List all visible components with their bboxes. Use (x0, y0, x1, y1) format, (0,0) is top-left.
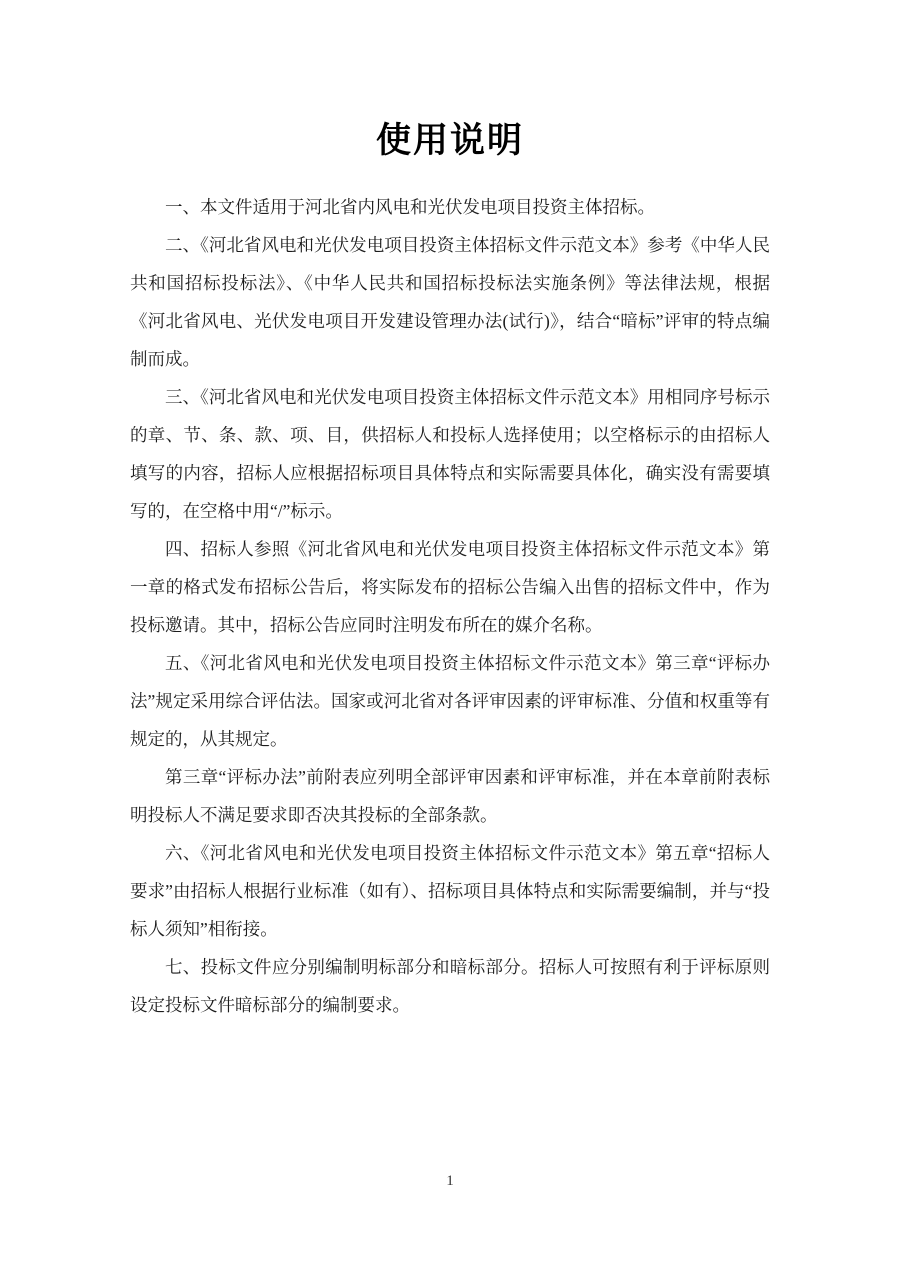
document-body (130, 188, 770, 1024)
paragraph: 四、招标人参照《河北省风电和光伏发电项目投资主体招标文件示范文本》第一章的格式发布招标公告后，将实际发布的招标公告编入出售的招标文件中，作为投标邀请。其中，招标公告应同时注明发布所在的媒介名称。 (130, 538, 770, 635)
paragraph: 七、投标文件应分别编制明标部分和暗标部分。招标人可按照有利于评标原则设定投标文件暗标部分的编制要求。 (130, 956, 770, 1015)
paragraph: 一、本文件适用于河北省内风电和光伏发电项目投资主体招标。 (165, 196, 655, 217)
page-title: 使用说明 (375, 121, 524, 160)
paragraph: 五、《河北省风电和光伏发电项目投资主体招标文件示范文本》第三章“评标办法”规定采用综合评估法。国家或河北省对各评审因素的评审标准、分值和权重等有规定的，从其规定。 (130, 652, 770, 749)
paragraph: 六、《河北省风电和光伏发电项目投资主体招标文件示范文本》第五章“招标人要求”由招标人根据行业标准（如有）、招标项目具体特点和实际需要编制，并与“投标人须知”相衔接。 (130, 842, 770, 939)
paragraph: 第三章“评标办法”前附表应列明全部评审因素和评审标准，并在本章前附表标明投标人不满足要求即否决其投标的全部条款。 (130, 766, 770, 825)
paragraph: 二、《河北省风电和光伏发电项目投资主体招标文件示范文本》参考《中华人民共和国招标投标法》、《中华人民共和国招标投标法实施条例》等法律法规，根据《河北省风电、光伏发电项目开发建设管理办法(试行)》，结合“暗标”评审的特点编制而成。 (130, 234, 770, 369)
paragraph: 三、《河北省风电和光伏发电项目投资主体招标文件示范文本》用相同序号标示的章、节、条、款、项、目，供招标人和投标人选择使用；以空格标示的由招标人填写的内容，招标人应根据招标项目具体特点和实际需要具体化，确实没有需要填写的，在空格中用“/”标示。 (130, 386, 770, 521)
document-content (130, 118, 770, 1024)
page-number: 1 (446, 1173, 454, 1189)
